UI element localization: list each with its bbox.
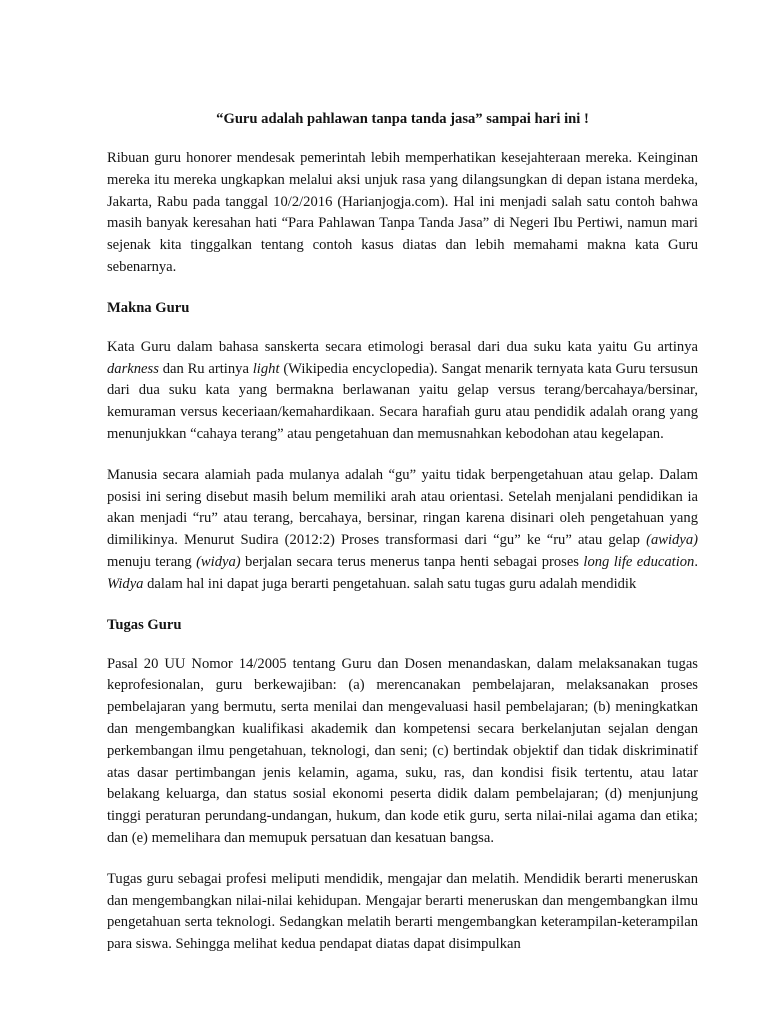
text-run: menuju terang xyxy=(107,553,197,570)
text-run: . xyxy=(694,553,699,570)
italic-term: (widya) xyxy=(196,553,241,570)
tugas-paragraph-2: Tugas guru sebagai profesi meliputi mendidik, mengajar dan melatih. Mendidik berarti meneruskan dan mengembangkan nilai-nilai kehidupan. Mengajar berarti meneruskan dan mengembangkan ilmu pengetahuan serta teknologi. Sedangkan melatih berarti mengembangkan keterampilan-keterampilan para siswa. Sehingga melihat kedua pendapat diatas dapat disimpulkan xyxy=(107,870,698,953)
text-run: dalam hal ini dapat juga berarti pengetahuan. salah satu tugas guru adalah mendidik xyxy=(143,575,637,592)
tugas-paragraph-1: Pasal 20 UU Nomor 14/2005 tentang Guru dan Dosen menandaskan, dalam melaksanakan tugas keprofesionalan, guru berkewajiban: (a) merencanakan pembelajaran, melaksanakan proses pembelajaran yang bermutu, serta menilai dan mengevaluasi hasil pembelajaran; (b) meningkatkan dan mengembangkan kualifikasi akademik dan kompetensi secara berkelanjutan sejalan dengan perkembangan ilmu pengetahuan, teknologi, dan seni; (c) bertindak objektif dan tidak diskriminatif atas dasar pertimbangan jenis kelamin, agama, suku, ras, dan kondisi fisik tertentu, atau latar belakang keluarga, dan status sosial ekonomi peserta didik dalam pembelajaran; (d) menjunjung tinggi peraturan perundang-undangan, hukum, dan kode etik guru, serta nilai-nilai agama dan etika; dan (e) memelihara dan memupuk persatuan dan kesatuan bangsa. xyxy=(107,655,698,846)
section-heading-makna-guru: Makna Guru xyxy=(107,299,190,316)
document-title: “Guru adalah pahlawan tanpa tanda jasa” sampai hari ini ! xyxy=(216,111,589,127)
italic-term: Widya xyxy=(107,575,144,592)
italic-term: long life education xyxy=(583,553,695,570)
text-run: Manusia secara alamiah pada mulanya adalah “gu” yaitu tidak berpengetahuan atau gelap. Dalam posisi ini sering disebut masih belum memiliki arah atau orientasi. Setelah menjalani pendidikan ia akan menjadi “ru” atau terang, bercahaya, bersinar, ringan karena disinari oleh pengetahuan yang dimilikinya. Menurut Sudira (2012:2) Proses transformasi dari “gu” ke “ru” atau gelap xyxy=(107,466,698,549)
makna-paragraph-1 xyxy=(107,337,698,446)
intro-paragraph: Ribuan guru honorer mendesak pemerintah lebih memperhatikan kesejahteraan mereka. Keinginan mereka itu mereka ungkapkan melalui aksi unjuk rasa yang dilangsungkan di depan istana merdeka, Jakarta, Rabu pada tanggal 10/2/2016 (Harianjogja.com). Hal ini menjadi salah satu contoh bahwa masih banyak keresahan hati “Para Pahlawan Tanpa Tanda Jasa” di Negeri Ibu Pertiwi, namun mari sejenak kita tinggalkan tentang contoh kasus diatas dan lebih memahami makna kata Guru sebenarnya. xyxy=(107,150,698,275)
text-run: (Wikipedia encyclopedia). Sangat menarik ternyata kata Guru tersusun dari dua suku kata yang bermakna berlawanan yaitu gelap versus terang/bercahaya/bersinar, kemuraman versus keceriaan/kemahardikaan. Secara harafiah guru atau pendidik adalah orang yang menunjukkan “cahaya terang” atau pengetahuan dan memusnahkan kebodohan atau kegelapan. xyxy=(107,360,698,442)
italic-term: (awidya) xyxy=(646,532,698,549)
makna-paragraph-2 xyxy=(107,465,698,596)
document-body xyxy=(107,109,698,975)
italic-term: light xyxy=(252,360,280,377)
text-run: Kata Guru dalam bahasa sanskerta secara etimologi berasal dari dua suku kata yaitu Gu artinya xyxy=(107,338,698,355)
italic-term: darkness xyxy=(107,360,159,377)
section-heading-tugas-guru: Tugas Guru xyxy=(107,616,182,633)
text-run: berjalan secara terus menerus tanpa henti sebagai proses xyxy=(240,553,584,570)
text-run: dan Ru artinya xyxy=(158,360,253,377)
